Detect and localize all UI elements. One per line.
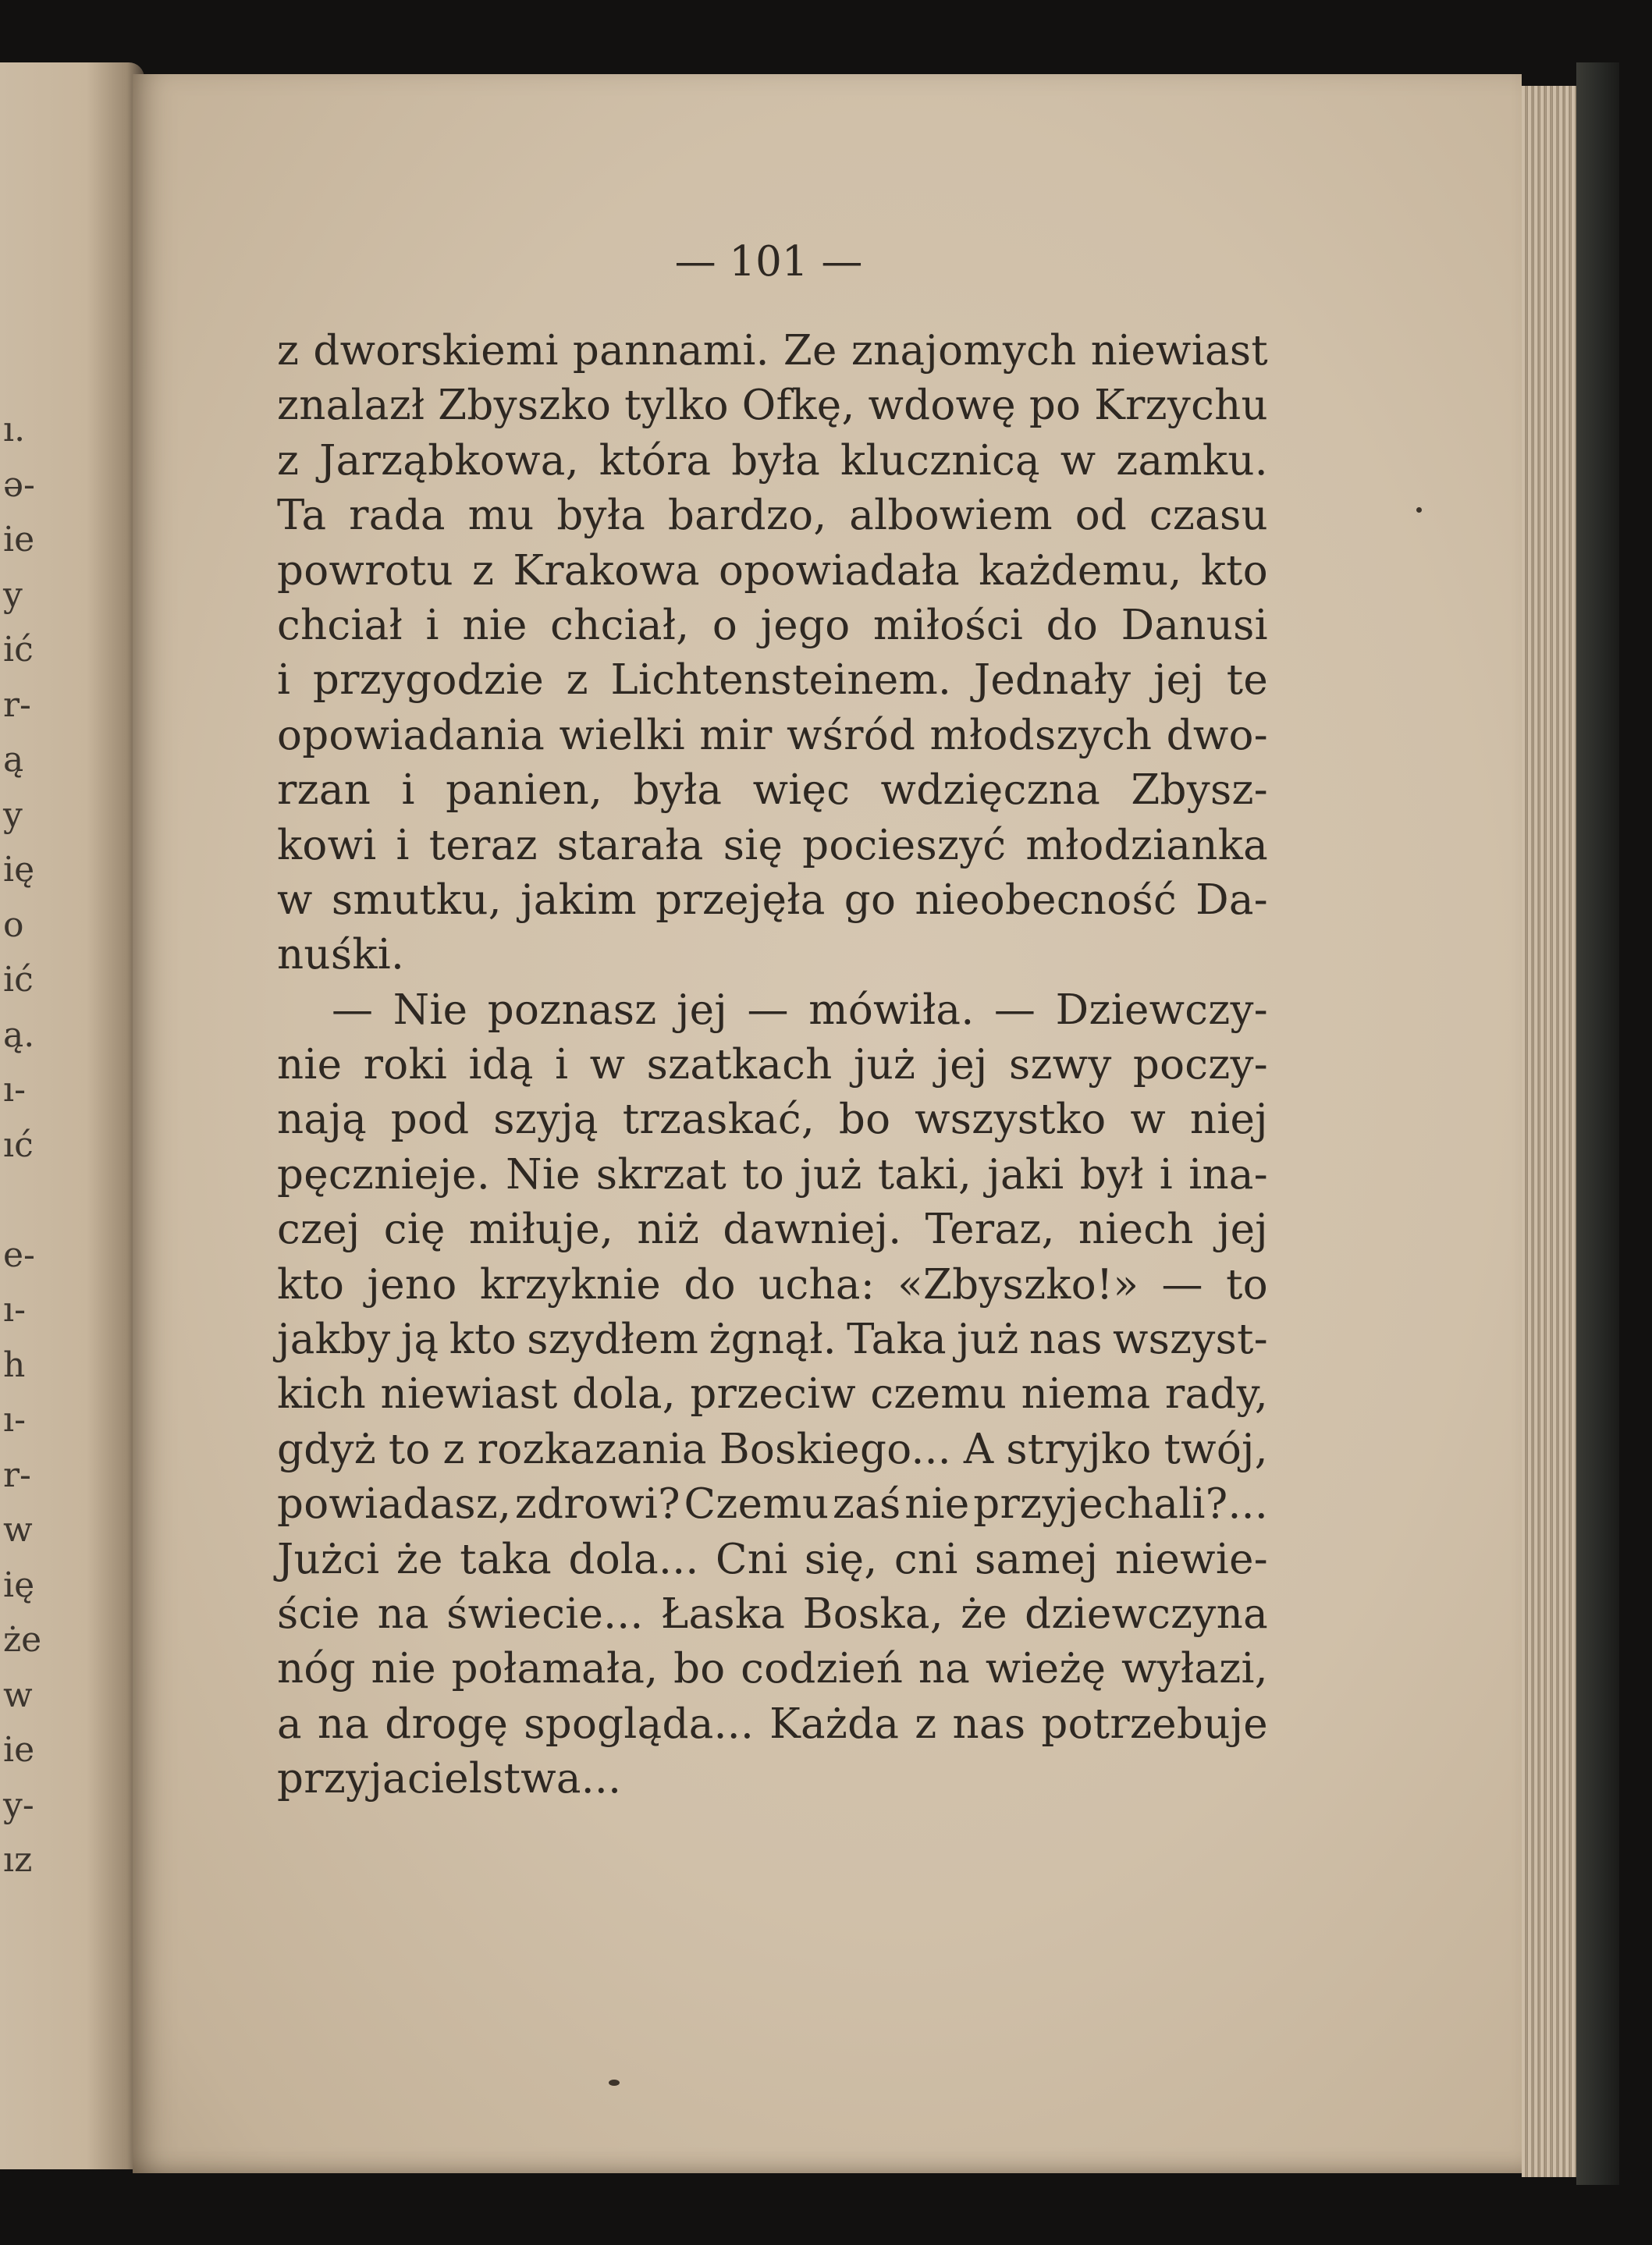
text-line: opowiadania wielki mir wśród młodszych dwo- [277,711,1268,759]
left-page-fragment: ić [3,630,34,670]
text-line: nie roki idą i w szatkach już jej szwy poczy- [277,1041,1268,1089]
text-line: kowi i teraz starała się pocieszyć młodzianka [277,821,1268,869]
book-cover-edge [1576,62,1619,2185]
text-line: przyjacielstwa... [277,1755,622,1803]
text-line: a na drogę spogląda... Każda z nas potrzebuje [277,1700,1268,1748]
left-page-fragment: ić [3,960,34,1000]
left-page-fragment: w [3,1510,33,1550]
text-line: chciał i nie chciał, o jego miłości do Danusi [277,601,1268,649]
left-page-fragment: w [3,1675,33,1715]
text-line: nóg nie połamała, bo codzień na wieżę wyłazi, [277,1645,1268,1693]
left-page-fragment: y [3,574,23,615]
ink-speck [1416,507,1422,513]
text-line: Jużci że taka dola... Cni się, cni samej niewie- [277,1535,1268,1583]
text-line: powiadasz, zdrowi? Czemu zaś nie przyjechali?... [277,1480,1268,1529]
left-facing-page [0,62,144,2169]
left-page-text-fragments [0,62,144,2169]
text-line: ście na świecie... Łaska Boska, że dziewczyna [277,1590,1268,1638]
text-line: nają pod szyją trzaskać, bo wszystko w niej [277,1096,1268,1144]
text-line: w smutku, jakim przejęła go nieobecność Da- [277,876,1268,924]
text-line: i przygodzie z Lichtensteinem. Jednały jej te [277,656,1268,705]
left-page-fragment: ą [3,740,24,780]
text-line: z Jarząbkowa, która była klucznicą w zamku. [277,436,1268,485]
page-edges [1522,86,1576,2177]
text-line: z dworskiemi pannami. Ze znajomych niewiast [277,327,1268,375]
text-line: powrotu z Krakowa opowiadała każdemu, kto [277,546,1268,595]
body-text [277,324,1268,1807]
left-page-fragment: y [3,794,23,835]
text-line: kich niewiast dola, przeciw czemu niema rady, [277,1370,1268,1419]
left-page-fragment: o [3,904,24,945]
left-page-fragment: h [3,1345,26,1385]
left-page-fragment: ı- [3,1290,26,1330]
page-number: — 101 — [674,238,863,286]
left-page-fragment: ą. [3,1014,35,1055]
left-page-fragment: ə- [3,464,35,505]
ink-speck [609,2080,620,2086]
text-line: kto jeno krzyknie do ucha: «Zbyszko!» — to [277,1260,1268,1309]
left-page-fragment: y- [3,1785,34,1825]
text-line: znalazł Zbyszko tylko Ofkę, wdowę po Krzychu [277,382,1268,430]
left-page-fragment: r- [3,684,31,725]
text-line: rzan i panien, była więc wdzięczna Zbysz- [277,766,1268,815]
text-line: Ta rada mu była bardzo, albowiem od czasu [277,492,1268,540]
left-page-fragment: r- [3,1455,31,1495]
left-page-fragment: ie [3,520,35,559]
left-page-fragment: ı- [3,1070,26,1110]
text-line: gdyż to z rozkazania Boskiego... A stryjko twój, [277,1425,1268,1473]
left-page-fragment: ı- [3,1400,26,1440]
left-page-fragment: ı. [3,410,26,449]
left-page-fragment: ie [3,1730,35,1770]
text-line: jakby ją kto szydłem żgnął. Taka już nas wszyst- [277,1316,1268,1364]
left-page-fragment: ię [3,1565,35,1605]
text-line: — Nie poznasz jej — mówiła. — Dziewczy- [332,986,1268,1034]
text-line: pęcznieje. Nie skrzat to już taki, jaki był i ina- [277,1150,1268,1199]
left-page-fragment: ię [3,850,35,890]
left-page-fragment: e- [3,1234,35,1275]
left-page-fragment: ız [3,1840,33,1880]
text-line: nuśki. [277,931,405,979]
left-page-fragment: ıć [3,1124,34,1165]
left-page-fragment: że [3,1620,42,1660]
text-line: czej cię miłuje, niż dawniej. Teraz, niech jej [277,1206,1268,1254]
